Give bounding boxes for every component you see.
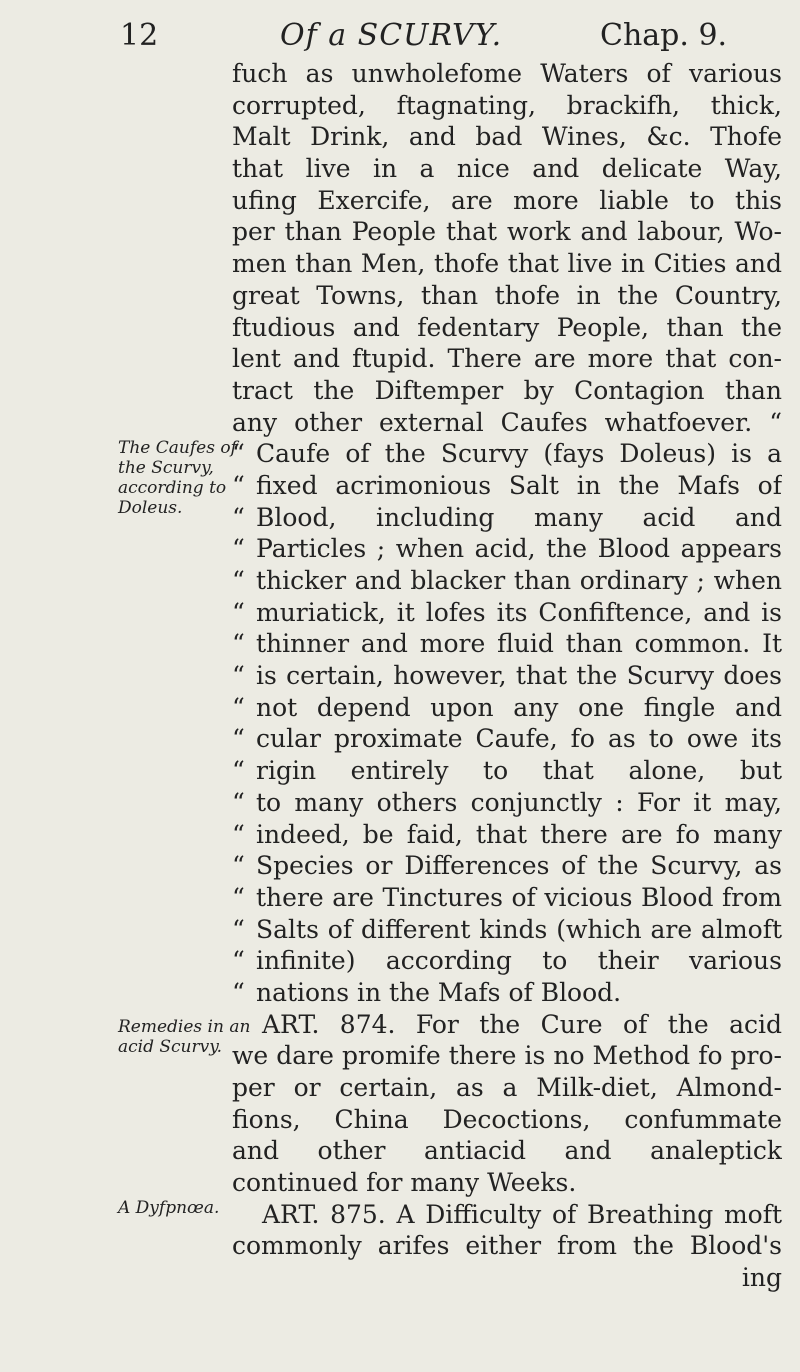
text-line bbox=[232, 280, 782, 312]
quote-mark: “ bbox=[232, 787, 245, 817]
text-line bbox=[232, 977, 782, 1009]
text-line bbox=[232, 343, 782, 375]
line-text: Caufe of the Scurvy (fays Doleus) is a bbox=[256, 439, 782, 469]
margin-note-line: A Dyfpnœa. bbox=[118, 1198, 220, 1218]
line-text: fuch as unwholefome Waters of various bbox=[232, 59, 782, 88]
text-line bbox=[232, 1040, 782, 1072]
margin-note bbox=[118, 1017, 251, 1057]
text-line bbox=[232, 945, 782, 977]
text-line bbox=[232, 1135, 782, 1167]
text-line bbox=[232, 375, 782, 407]
text-line bbox=[232, 153, 782, 185]
margin-note bbox=[118, 1198, 234, 1218]
text-line bbox=[232, 1072, 782, 1104]
text-line bbox=[232, 628, 782, 660]
line-text: to many others conjunctly : For it may, bbox=[256, 787, 782, 817]
page-number: 12 bbox=[120, 18, 159, 53]
text-line bbox=[232, 407, 782, 439]
body-text bbox=[232, 58, 782, 1294]
quote-mark: “ bbox=[232, 977, 245, 1007]
line-text: that live in a nice and delicate Way, bbox=[232, 154, 782, 184]
margin-note-line: the Scurvy, bbox=[118, 458, 214, 478]
line-text: thicker and blacker than ordinary ; when bbox=[256, 566, 782, 595]
text-line bbox=[232, 216, 782, 248]
line-text: corrupted, ftagnating, brackifh, thick, bbox=[232, 90, 782, 120]
text-line bbox=[232, 660, 782, 692]
quote-mark: “ bbox=[232, 597, 245, 627]
text-line bbox=[232, 58, 782, 90]
line-text: any other external Caufes whatfoever. “ bbox=[232, 407, 782, 437]
text-line bbox=[232, 565, 782, 597]
line-text: thinner and more fluid than common. It bbox=[256, 629, 782, 659]
margin-note-line: according to bbox=[118, 478, 227, 498]
text-line bbox=[232, 1009, 782, 1041]
text-line bbox=[232, 312, 782, 344]
text-line bbox=[232, 185, 782, 217]
line-text: nations in the Mafs of Blood. bbox=[256, 977, 622, 1007]
margin-note-line: The Caufes of bbox=[118, 438, 237, 458]
margin-note bbox=[118, 438, 237, 518]
text-line bbox=[232, 755, 782, 787]
line-text: continued for many Weeks. bbox=[232, 1168, 577, 1198]
line-text: Salts of different kinds (which are almoft bbox=[256, 914, 782, 944]
line-text: we dare promife there is no Method fo pro- bbox=[232, 1041, 782, 1071]
line-text: Particles ; when acid, the Blood appears bbox=[256, 534, 782, 564]
line-text: infinite) according to their various bbox=[256, 946, 782, 976]
running-title: Of a SCURVY. bbox=[280, 18, 503, 53]
text-line bbox=[232, 914, 782, 946]
line-text: per than People that work and labour, Wo- bbox=[232, 217, 782, 247]
quote-mark: “ bbox=[232, 756, 245, 786]
text-line bbox=[232, 1104, 782, 1136]
text-line bbox=[232, 819, 782, 851]
text-line bbox=[232, 248, 782, 280]
text-line bbox=[232, 90, 782, 122]
line-text: men than Men, thofe that live in Cities and bbox=[232, 249, 782, 279]
line-text: tract the Diftemper by Contagion than bbox=[232, 375, 782, 405]
running-header bbox=[0, 18, 800, 58]
line-text: muriatick, it lofes its Confiftence, and is bbox=[256, 597, 782, 627]
quote-mark: “ bbox=[232, 692, 245, 722]
text-line bbox=[232, 438, 782, 470]
text-line bbox=[232, 502, 782, 534]
line-text: fions, China Decoctions, confummate bbox=[232, 1104, 782, 1134]
quote-mark: “ bbox=[232, 882, 245, 912]
text-line bbox=[232, 1167, 782, 1199]
line-text: commonly arifes either from the Blood's bbox=[232, 1231, 782, 1261]
quote-mark: “ bbox=[232, 819, 245, 849]
line-text: ART. 875. A Difficulty of Breathing moft bbox=[262, 1199, 782, 1229]
line-text: ART. 874. For the Cure of the acid bbox=[262, 1009, 782, 1039]
text-line bbox=[232, 787, 782, 819]
line-text: and other antiacid and analeptick bbox=[232, 1136, 782, 1166]
quote-mark: “ bbox=[232, 566, 245, 595]
quote-mark: “ bbox=[232, 914, 245, 944]
margin-note-line: Remedies in an bbox=[118, 1017, 251, 1037]
text-line bbox=[232, 1262, 782, 1294]
line-text: lent and ftupid. There are more that con- bbox=[232, 344, 782, 374]
text-line bbox=[232, 1230, 782, 1262]
line-text: cular proximate Caufe, fo as to owe its bbox=[256, 724, 782, 754]
quote-mark: “ bbox=[232, 661, 245, 691]
text-line bbox=[232, 723, 782, 755]
line-text: indeed, be faid, that there are fo many bbox=[256, 819, 782, 849]
line-text: fixed acrimonious Salt in the Mafs of bbox=[256, 470, 782, 500]
quote-mark: “ bbox=[232, 439, 245, 469]
line-text: Malt Drink, and bad Wines, &c. Thofe bbox=[232, 122, 782, 152]
quote-mark: “ bbox=[232, 470, 245, 500]
line-text: rigin entirely to that alone, but bbox=[256, 756, 782, 786]
quote-mark: “ bbox=[232, 534, 245, 564]
text-line bbox=[232, 1199, 782, 1231]
line-text: not depend upon any one fingle and bbox=[256, 692, 782, 722]
text-line bbox=[232, 121, 782, 153]
margin-note-line: acid Scurvy. bbox=[118, 1037, 222, 1057]
quote-mark: “ bbox=[232, 629, 245, 659]
line-text: ing bbox=[741, 1263, 782, 1293]
text-line bbox=[232, 597, 782, 629]
text-line bbox=[232, 882, 782, 914]
text-line bbox=[232, 470, 782, 502]
line-text: per or certain, as a Milk-diet, Almond- bbox=[232, 1073, 782, 1102]
quote-mark: “ bbox=[232, 724, 245, 754]
margin-note-line: Doleus. bbox=[118, 498, 183, 518]
line-text: Blood, including many acid and bbox=[256, 502, 782, 532]
text-line bbox=[232, 533, 782, 565]
text-line bbox=[232, 850, 782, 882]
line-text: is certain, however, that the Scurvy does bbox=[256, 661, 782, 691]
line-text: great Towns, than thofe in the Country, bbox=[232, 280, 782, 310]
quote-mark: “ bbox=[232, 851, 245, 881]
chapter-label: Chap. 9. bbox=[600, 18, 728, 53]
line-text: ufing Exercife, are more liable to this bbox=[232, 185, 782, 215]
line-text: there are Tinctures of vicious Blood from bbox=[256, 882, 782, 912]
quote-mark: “ bbox=[232, 946, 245, 976]
quote-mark: “ bbox=[232, 502, 245, 532]
line-text: Species or Differences of the Scurvy, as bbox=[256, 851, 782, 881]
line-text: ftudious and fedentary People, than the bbox=[232, 312, 782, 342]
text-line bbox=[232, 692, 782, 724]
